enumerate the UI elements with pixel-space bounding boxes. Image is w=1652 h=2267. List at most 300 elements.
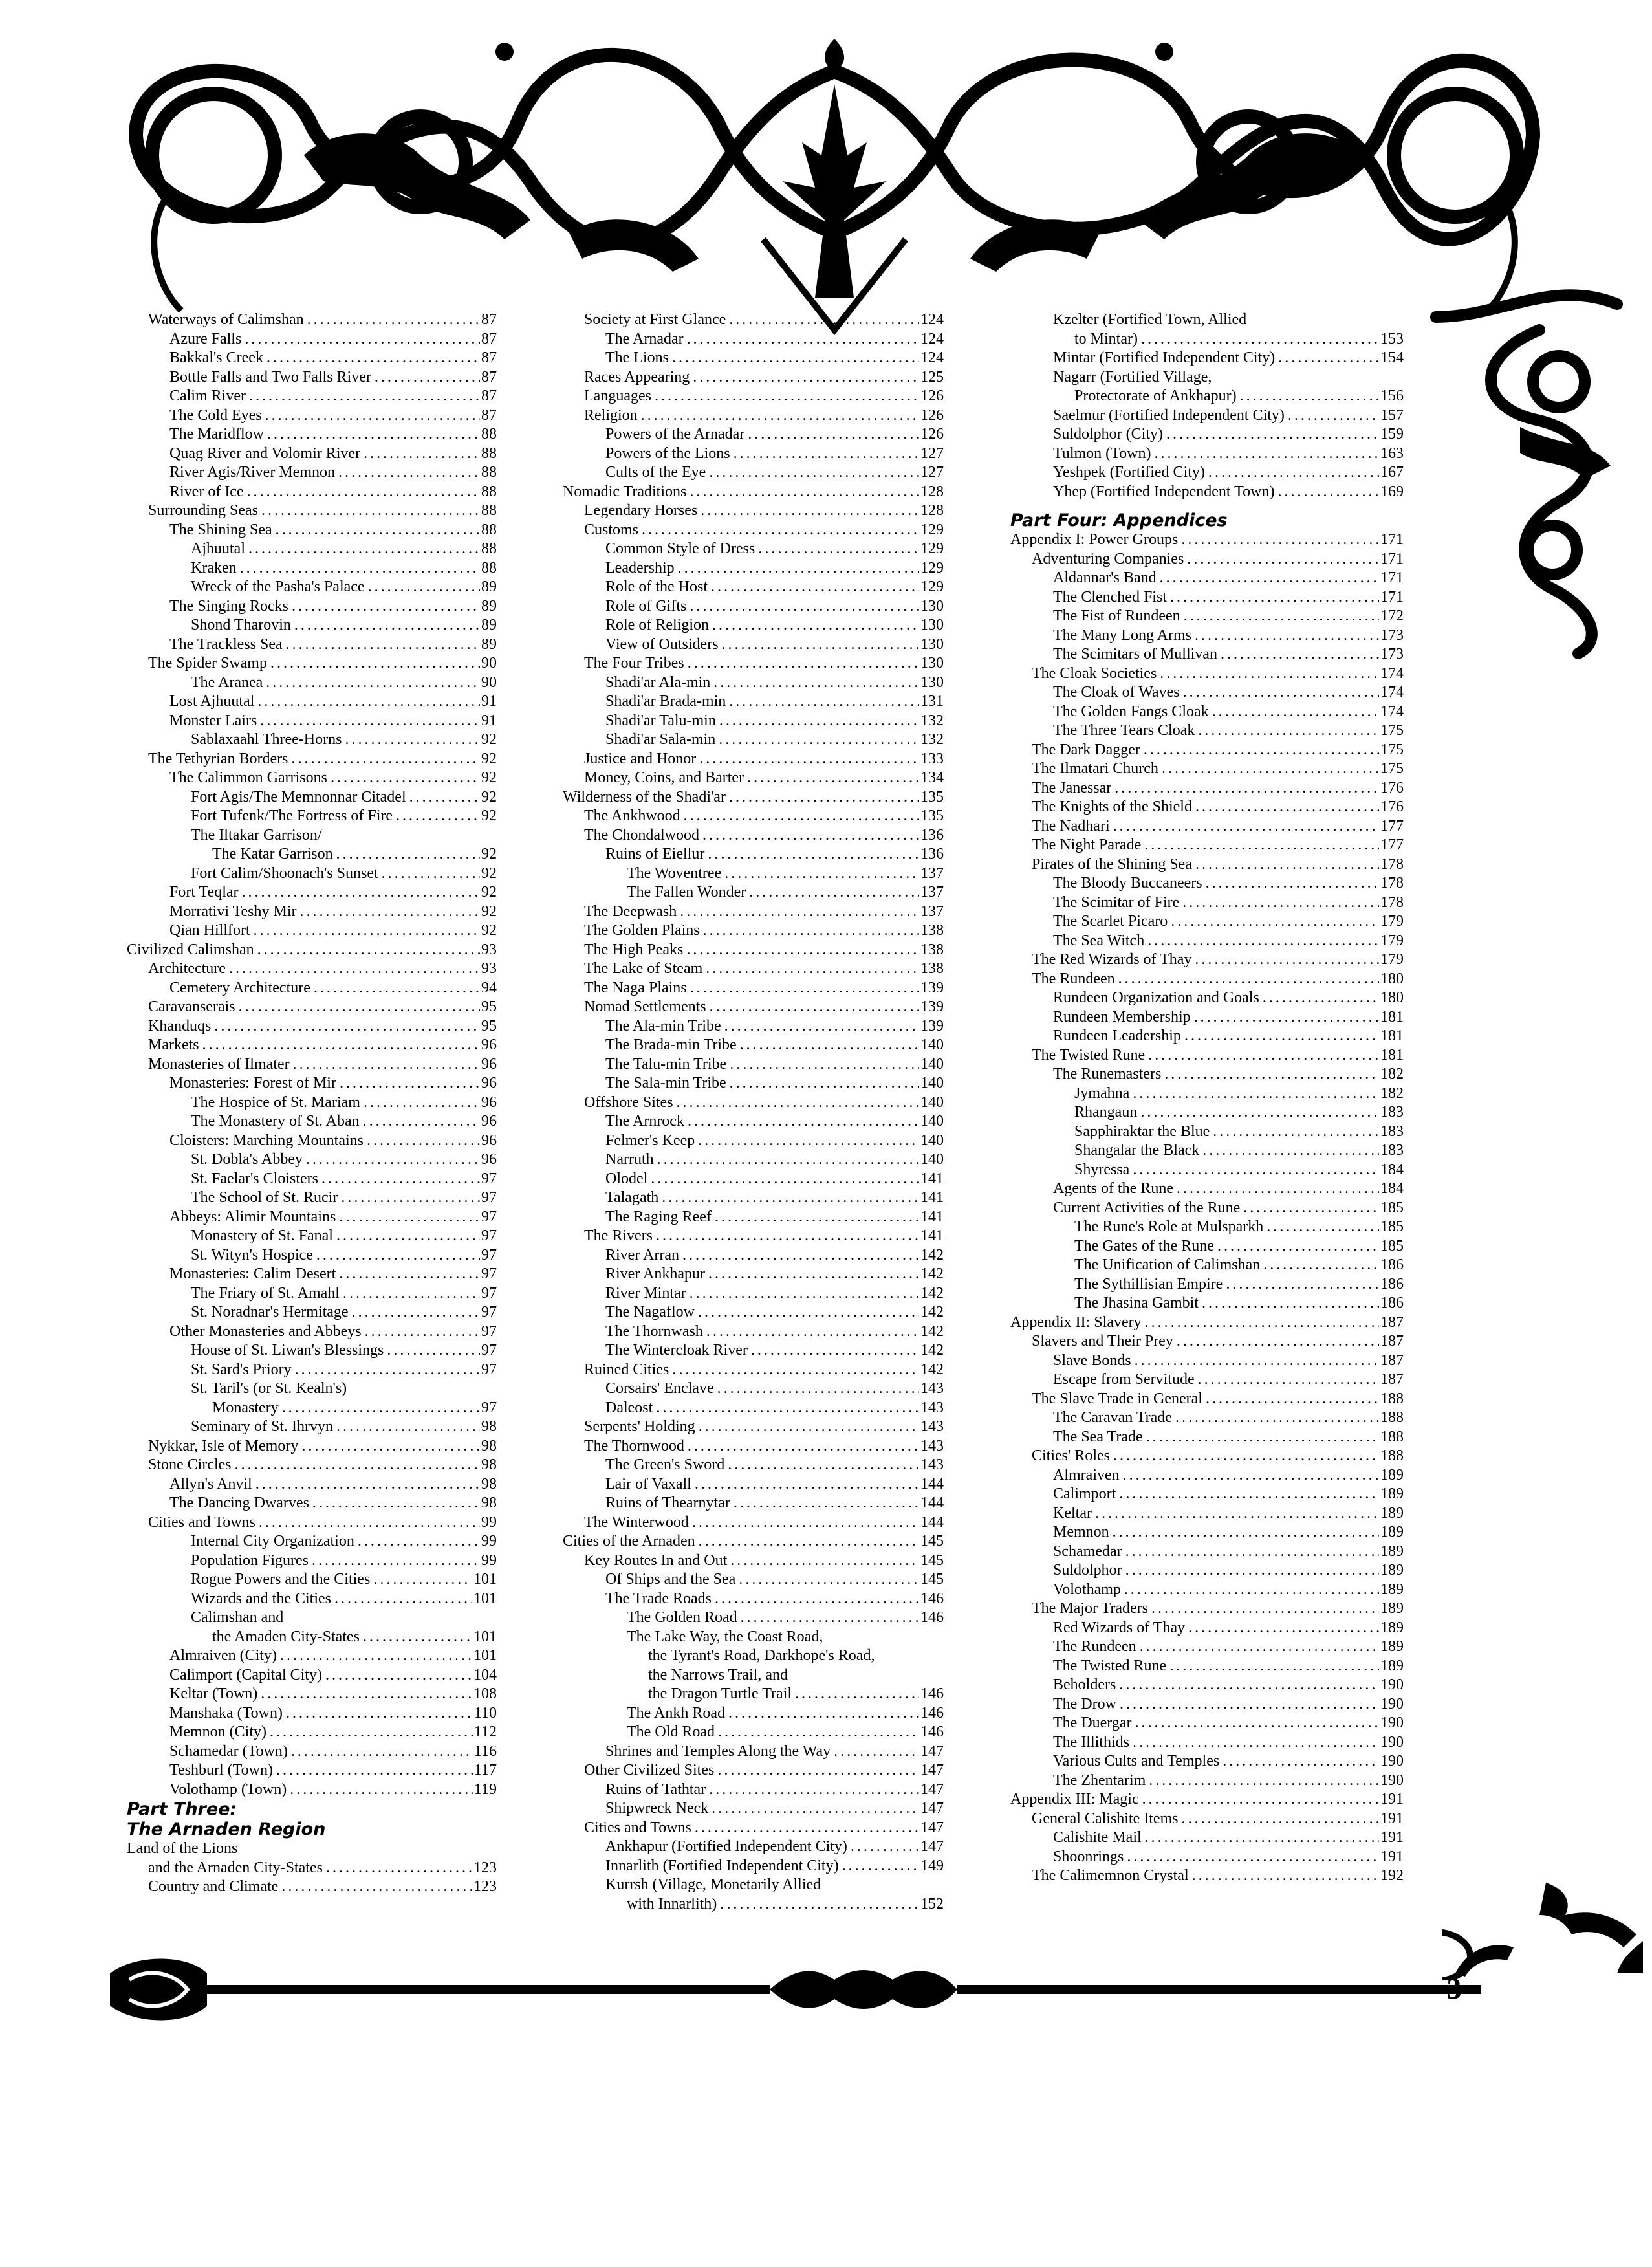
- toc-entry: [127, 998, 497, 1017]
- toc-entry-title: Slave Bonds . . .: [1010, 1352, 1404, 1371]
- toc-entry-title: The Talu-min Tribe . . .: [563, 1055, 944, 1075]
- toc-entry: [127, 674, 497, 693]
- toc-entry-page: 187: [1379, 1370, 1404, 1390]
- toc-entry-page: 140: [919, 1132, 944, 1151]
- toc-entry-title: to Mintar) . . .: [1010, 330, 1404, 349]
- toc-entry: [563, 1456, 944, 1475]
- toc-entry-page: 149: [919, 1857, 944, 1876]
- toc-entry: [563, 674, 944, 693]
- toc-entry-page: 99: [480, 1513, 497, 1533]
- toc-entry-title: Monasteries: Calim Desert . . .: [127, 1265, 497, 1284]
- toc-entry-title: The Trackless Sea . . .: [127, 635, 497, 655]
- toc-entry-title: Religion . . .: [563, 406, 944, 426]
- toc-entry-title: The Red Wizards of Thay . . .: [1010, 950, 1404, 970]
- toc-entry: [563, 597, 944, 617]
- toc-entry-page: 131: [919, 692, 944, 712]
- toc-entry-page: 90: [480, 674, 497, 693]
- toc-entry-page: 93: [480, 941, 497, 960]
- toc-entry: [127, 1418, 497, 1437]
- toc-entry-title: Appendix II: Slavery . . .: [1010, 1313, 1404, 1333]
- toc-entry: [1010, 817, 1404, 837]
- toc-entry-page: 188: [1379, 1447, 1404, 1466]
- toc-entry: [1010, 645, 1404, 664]
- toc-entry-page: 141: [919, 1188, 944, 1208]
- toc-entry: [563, 1093, 944, 1113]
- toc-entry: [563, 1876, 944, 1895]
- toc-entry: [127, 1532, 497, 1551]
- toc-entry-page: 171: [1379, 550, 1404, 569]
- toc-entry-page: 139: [919, 979, 944, 998]
- toc-entry-page: 129: [919, 559, 944, 578]
- toc-entry: [563, 1437, 944, 1456]
- toc-entry: [127, 1112, 497, 1132]
- toc-entry-title: Fort Tufenk/The Fortress of Fire . . .: [127, 807, 497, 826]
- toc-entry: [1010, 1542, 1404, 1562]
- toc-entry-title: The Naga Plains . . .: [563, 979, 944, 998]
- toc-entry-title: Ruins of Thearnytar . . .: [563, 1494, 944, 1513]
- toc-entry: [563, 1055, 944, 1075]
- toc-entry-page: 92: [480, 750, 497, 769]
- toc-entry-title: Other Civilized Sites . . .: [563, 1761, 944, 1780]
- toc-entry-title: The Dancing Dwarves . . .: [127, 1494, 497, 1513]
- toc-entry-title: Surrounding Seas . . .: [127, 501, 497, 521]
- toc-entry-title: The Trade Roads . . .: [563, 1590, 944, 1609]
- toc-entry-title: Markets . . .: [127, 1036, 497, 1055]
- toc-entry: [127, 311, 497, 330]
- toc-entry-title: The Cloak Societies . . .: [1010, 664, 1404, 684]
- toc-entry-title: Calimport . . .: [1010, 1485, 1404, 1504]
- toc-entry-page: 92: [480, 730, 497, 750]
- toc-entry-page: 147: [919, 1837, 944, 1857]
- toc-entry: [1010, 1179, 1404, 1199]
- toc-entry-page: 183: [1379, 1123, 1404, 1142]
- page-number: 3: [1446, 1972, 1462, 2005]
- toc-entry: [1010, 550, 1404, 569]
- toc-entry: [1010, 760, 1404, 779]
- toc-entry-title: Almraiven (City) . . .: [127, 1647, 497, 1666]
- toc-entry: [127, 1551, 497, 1571]
- toc-entry-page: 126: [919, 406, 944, 426]
- toc-entry: [127, 444, 497, 464]
- toc-entry-title: Aldannar's Band . . .: [1010, 569, 1404, 588]
- toc-entry-page: 185: [1379, 1218, 1404, 1237]
- toc-entry: [127, 1494, 497, 1513]
- toc-entry-page: 184: [1379, 1161, 1404, 1180]
- toc-entry: [563, 1799, 944, 1819]
- toc-entry-title: The Four Tribes . . .: [563, 654, 944, 674]
- toc-entry: [1010, 683, 1404, 703]
- toc-entry: [1010, 1046, 1404, 1066]
- toc-entry: [1010, 1428, 1404, 1447]
- toc-entry-title: The Knights of the Shield . . .: [1010, 798, 1404, 817]
- toc-entry: [127, 769, 497, 788]
- toc-entry: [563, 921, 944, 941]
- toc-entry-title: The Calimmon Garrisons . . .: [127, 769, 497, 788]
- toc-entry-page: 145: [919, 1570, 944, 1590]
- toc-entry-page: 126: [919, 387, 944, 406]
- toc-entry-title: the Amaden City-States . . .: [127, 1628, 497, 1647]
- toc-entry: [1010, 874, 1404, 893]
- toc-entry-page: 142: [919, 1284, 944, 1304]
- toc-entry-title: Waterways of Calimshan . . .: [127, 311, 497, 330]
- toc-entry-title: The Old Road . . .: [563, 1723, 944, 1742]
- toc-entry-page: 181: [1379, 1008, 1404, 1027]
- toc-entry: [563, 1551, 944, 1571]
- toc-entry: [1010, 1771, 1404, 1791]
- toc-entry: [563, 1685, 944, 1704]
- toc-entry: [127, 330, 497, 349]
- toc-entry-title: The Nadhari . . .: [1010, 817, 1404, 837]
- toc-entry: [563, 1742, 944, 1762]
- toc-entry-title: Abbeys: Alimir Mountains . . .: [127, 1208, 497, 1227]
- toc-entry-title: Country and Climate . . .: [127, 1878, 497, 1897]
- toc-entry-page: 97: [480, 1227, 497, 1246]
- toc-entry: [127, 1246, 497, 1265]
- toc-entry: [1010, 1294, 1404, 1313]
- toc-entry-title: The Ilmatari Church . . .: [1010, 760, 1404, 779]
- toc-entry-title: Qian Hillfort . . .: [127, 921, 497, 941]
- toc-entry-title: Kurrsh (Village, Monetarily Allied: [605, 1876, 821, 1893]
- toc-column-3: [1010, 311, 1404, 1886]
- toc-entry: [127, 1322, 497, 1342]
- toc-entry-page: 140: [919, 1112, 944, 1132]
- toc-entry: [1010, 1523, 1404, 1542]
- toc-entry-page: 186: [1379, 1256, 1404, 1275]
- toc-entry-title: Rogue Powers and the Cities . . .: [127, 1570, 497, 1590]
- toc-entry-title: The Winterwood . . .: [563, 1513, 944, 1533]
- toc-entry-title: Monastery . . .: [127, 1399, 497, 1418]
- toc-entry-title: Mintar (Fortified Independent City) . . .: [1010, 349, 1404, 368]
- toc-entry-page: 96: [480, 1093, 497, 1113]
- toc-entry: [127, 1570, 497, 1590]
- toc-entry-page: 144: [919, 1475, 944, 1495]
- toc-entry: [563, 1494, 944, 1513]
- toc-entry: [1010, 703, 1404, 722]
- toc-entry-title: The Rune's Role at Mulsparkh . . .: [1010, 1218, 1404, 1237]
- toc-entry-title: The Janessar . . .: [1010, 779, 1404, 798]
- toc-entry: [563, 1780, 944, 1800]
- toc-entry-title: The Singing Rocks . . .: [127, 597, 497, 617]
- toc-entry-title: Quag River and Volomir River . . .: [127, 444, 497, 464]
- toc-entry-title: Money, Coins, and Barter . . .: [563, 769, 944, 788]
- toc-entry-page: 96: [480, 1150, 497, 1170]
- toc-entry-title: Ankhapur (Fortified Independent City) . . .: [563, 1837, 944, 1857]
- toc-entry-title: River Mintar . . .: [563, 1284, 944, 1304]
- toc-entry-title: Kzelter (Fortified Town, Allied: [1053, 311, 1247, 328]
- toc-entry-title: and the Arnaden City-States . . .: [127, 1859, 497, 1878]
- toc-entry: [127, 1647, 497, 1666]
- toc-entry-title: Races Appearing . . .: [563, 368, 944, 388]
- part-heading: [127, 1799, 497, 1839]
- toc-entry-title: Monastery of St. Fanal . . .: [127, 1227, 497, 1246]
- toc-entry-page: 96: [480, 1074, 497, 1093]
- toc-entry-title: Key Routes In and Out . . .: [563, 1551, 944, 1571]
- toc-entry-page: 185: [1379, 1237, 1404, 1256]
- toc-entry: [127, 406, 497, 426]
- toc-entry-title: Cities and Towns . . .: [563, 1819, 944, 1838]
- toc-entry-page: 88: [480, 463, 497, 483]
- toc-entry: [1010, 406, 1404, 426]
- toc-entry-page: 124: [919, 349, 944, 368]
- toc-entry-title: Fort Agis/The Memnonnar Citadel . . .: [127, 788, 497, 807]
- toc-entry: [127, 425, 497, 444]
- toc-entry: [563, 1590, 944, 1609]
- toc-entry: [1010, 1256, 1404, 1275]
- toc-entry-page: 136: [919, 845, 944, 864]
- toc-entry: [563, 1265, 944, 1284]
- toc-entry-title: Innarlith (Fortified Independent City) . . .: [563, 1857, 944, 1876]
- toc-entry-page: 99: [480, 1532, 497, 1551]
- toc-entry: [127, 368, 497, 388]
- toc-entry-title: St. Noradnar's Hermitage . . .: [127, 1303, 497, 1322]
- toc-entry-title: River Ankhapur . . .: [563, 1265, 944, 1284]
- toc-entry-title: The Unification of Calimshan . . .: [1010, 1256, 1404, 1275]
- toc-entry-title: The Arnadar . . .: [563, 330, 944, 349]
- toc-entry-page: 134: [919, 769, 944, 788]
- toc-entry: [563, 712, 944, 731]
- toc-entry-title: The Sala-min Tribe . . .: [563, 1074, 944, 1093]
- toc-entry: [1010, 1103, 1404, 1123]
- toc-entry: [563, 979, 944, 998]
- toc-entry-page: 87: [480, 406, 497, 426]
- toc-entry: [1010, 1848, 1404, 1867]
- toc-entry: [127, 1074, 497, 1093]
- toc-entry: [127, 959, 497, 979]
- toc-entry: [127, 941, 497, 960]
- toc-entry-title: The Maridflow . . .: [127, 425, 497, 444]
- toc-entry-page: 87: [480, 387, 497, 406]
- toc-entry-page: 101: [472, 1570, 497, 1590]
- toc-entry-title: St. Taril's (or St. Kealn's): [191, 1380, 347, 1397]
- toc-entry: [127, 1227, 497, 1246]
- toc-entry: [1010, 588, 1404, 608]
- toc-entry-page: 128: [919, 501, 944, 521]
- toc-entry-page: 175: [1379, 741, 1404, 760]
- toc-entry-page: 171: [1379, 531, 1404, 550]
- toc-entry: [563, 1188, 944, 1208]
- toc-entry-page: 97: [480, 1208, 497, 1227]
- toc-entry-title: The Iltakar Garrison/: [191, 826, 322, 844]
- toc-entry: [563, 807, 944, 826]
- toc-entry: [1010, 741, 1404, 760]
- toc-entry-title: The Wintercloak River . . .: [563, 1341, 944, 1361]
- toc-entry: [1010, 1790, 1404, 1810]
- toc-entry: [563, 483, 944, 502]
- toc-entry-title: Manshaka (Town) . . .: [127, 1704, 497, 1724]
- toc-entry-title: Rundeen Membership . . .: [1010, 1008, 1404, 1027]
- toc-entry-page: 88: [480, 540, 497, 559]
- toc-entry: [1010, 779, 1404, 798]
- toc-entry: [1010, 664, 1404, 684]
- toc-entry-page: 190: [1379, 1752, 1404, 1771]
- toc-entry-page: 175: [1379, 721, 1404, 741]
- toc-entry-page: 190: [1379, 1771, 1404, 1791]
- toc-entry-page: 154: [1379, 349, 1404, 368]
- toc-entry-title: Role of the Host . . .: [563, 578, 944, 597]
- toc-entry-page: 92: [480, 883, 497, 903]
- toc-entry-page: 95: [480, 1017, 497, 1036]
- toc-entry: [1010, 1161, 1404, 1180]
- toc-entry: [563, 1017, 944, 1036]
- toc-entry-page: 97: [480, 1284, 497, 1304]
- toc-entry-title: Wilderness of the Shadi'ar . . .: [563, 788, 944, 807]
- toc-entry: [1010, 1141, 1404, 1161]
- toc-entry: [563, 1819, 944, 1838]
- toc-entry-page: 99: [480, 1551, 497, 1571]
- toc-entry: [563, 578, 944, 597]
- toc-entry: [1010, 1390, 1404, 1409]
- toc-entry-title: St. Faelar's Cloisters . . .: [127, 1170, 497, 1189]
- toc-entry-title: Red Wizards of Thay . . .: [1010, 1619, 1404, 1638]
- toc-entry-title: Yeshpek (Fortified City) . . .: [1010, 463, 1404, 483]
- toc-entry-page: 191: [1379, 1848, 1404, 1867]
- toc-entry-title: Fort Calim/Shoonach's Sunset . . .: [127, 864, 497, 884]
- toc-entry-page: 130: [919, 616, 944, 635]
- toc-entry-title: The Arnrock . . .: [563, 1112, 944, 1132]
- toc-entry-page: 87: [480, 330, 497, 349]
- toc-entry-page: 92: [480, 903, 497, 922]
- toc-entry-title: Schamedar . . .: [1010, 1542, 1404, 1562]
- toc-entry-title: Ruined Cities . . .: [563, 1361, 944, 1380]
- toc-entry-title: Suldolphor (City) . . .: [1010, 425, 1404, 444]
- toc-entry-title: Cities' Roles . . .: [1010, 1447, 1404, 1466]
- toc-entry: [1010, 970, 1404, 989]
- toc-entry: [563, 1379, 944, 1399]
- toc-entry: [127, 597, 497, 617]
- toc-entry: [127, 1036, 497, 1055]
- toc-entry-title: House of St. Liwan's Blessings . . .: [127, 1341, 497, 1361]
- toc-entry-page: 101: [472, 1628, 497, 1647]
- toc-entry-page: 116: [473, 1742, 497, 1762]
- toc-entry-title: Shoonrings . . .: [1010, 1848, 1404, 1867]
- toc-entry: [1010, 1008, 1404, 1027]
- toc-entry-title: The Fist of Rundeen . . .: [1010, 607, 1404, 626]
- toc-entry-page: 188: [1379, 1390, 1404, 1409]
- toc-entry-title: The Slave Trade in General . . .: [1010, 1390, 1404, 1409]
- toc-entry-title: Cities and Towns . . .: [127, 1513, 497, 1533]
- toc-entry-page: 183: [1379, 1141, 1404, 1161]
- toc-entry-title: Wreck of the Pasha's Palace . . .: [127, 578, 497, 597]
- toc-entry-title: Nomad Settlements . . .: [563, 998, 944, 1017]
- toc-entry: [563, 1666, 944, 1685]
- toc-entry-title: The Zhentarim . . .: [1010, 1771, 1404, 1791]
- toc-entry-page: 129: [919, 578, 944, 597]
- toc-entry-page: 136: [919, 826, 944, 846]
- toc-entry-title: Common Style of Dress . . .: [563, 540, 944, 559]
- page-number-ornament: [1442, 1876, 1643, 1980]
- toc-entry-page: 171: [1379, 569, 1404, 588]
- toc-entry-title: Beholders . . .: [1010, 1676, 1404, 1695]
- toc-entry: [127, 1150, 497, 1170]
- toc-entry: [563, 616, 944, 635]
- toc-entry: [563, 635, 944, 655]
- toc-entry-page: 88: [480, 501, 497, 521]
- toc-entry-page: 144: [919, 1513, 944, 1533]
- toc-entry-page: 92: [480, 807, 497, 826]
- toc-entry: [1010, 626, 1404, 646]
- toc-entry-title: Monasteries: Forest of Mir . . .: [127, 1074, 497, 1093]
- toc-entry-title: Caravanserais . . .: [127, 998, 497, 1017]
- toc-entry: [1010, 1447, 1404, 1466]
- toc-entry: [1010, 1867, 1404, 1886]
- toc-entry-title: Corsairs' Enclave . . .: [563, 1379, 944, 1399]
- toc-entry-title: The Thornwash . . .: [563, 1322, 944, 1342]
- toc-entry-page: 135: [919, 807, 944, 826]
- toc-entry-page: 92: [480, 921, 497, 941]
- toc-entry: [1010, 798, 1404, 817]
- toc-entry-title: The Sea Witch . . .: [1010, 932, 1404, 951]
- toc-entry: [127, 1704, 497, 1724]
- toc-entry-title: The Ankhwood . . .: [563, 807, 944, 826]
- toc-entry-page: 179: [1379, 912, 1404, 932]
- toc-entry-title: Felmer's Keep . . .: [563, 1132, 944, 1151]
- toc-entry-page: 188: [1379, 1408, 1404, 1428]
- toc-entry-page: 184: [1379, 1179, 1404, 1199]
- toc-entry-title: Justice and Honor . . .: [563, 750, 944, 769]
- toc-entry-page: 180: [1379, 970, 1404, 989]
- toc-entry-page: 178: [1379, 855, 1404, 875]
- toc-entry: [563, 1227, 944, 1246]
- toc-entry-page: 146: [919, 1590, 944, 1609]
- toc-entry-title: Rundeen Organization and Goals . . .: [1010, 989, 1404, 1008]
- toc-entry-title: Ruins of Tathtar . . .: [563, 1780, 944, 1800]
- toc-entry-title: Agents of the Rune . . .: [1010, 1179, 1404, 1199]
- toc-entry: [127, 903, 497, 922]
- toc-entry-page: 139: [919, 998, 944, 1017]
- toc-entry-page: 91: [480, 692, 497, 712]
- toc-entry: [1010, 1065, 1404, 1084]
- toc-entry-title: Adventuring Companies . . .: [1010, 550, 1404, 569]
- toc-entry-title: Powers of the Lions . . .: [563, 444, 944, 464]
- toc-entry-title: The Cold Eyes . . .: [127, 406, 497, 426]
- toc-entry-page: 138: [919, 921, 944, 941]
- toc-entry-title: Almraiven . . .: [1010, 1466, 1404, 1485]
- toc-entry-page: 189: [1379, 1599, 1404, 1619]
- toc-entry: [1010, 950, 1404, 970]
- toc-entry-title: Bottle Falls and Two Falls River . . .: [127, 368, 497, 388]
- toc-entry-title: Shadi'ar Ala-min . . .: [563, 674, 944, 693]
- toc-entry-title: The Gates of the Rune . . .: [1010, 1237, 1404, 1256]
- toc-entry-page: 189: [1379, 1504, 1404, 1524]
- toc-entry-page: 191: [1379, 1790, 1404, 1810]
- toc-entry-title: Jymahna . . .: [1010, 1084, 1404, 1104]
- toc-entry: [563, 387, 944, 406]
- toc-entry-page: 88: [480, 444, 497, 464]
- toc-entry-title: Narruth . . .: [563, 1150, 944, 1170]
- toc-entry-page: 173: [1379, 645, 1404, 664]
- toc-entry-page: 141: [919, 1227, 944, 1246]
- toc-entry: [1010, 1810, 1404, 1829]
- toc-entry-page: 125: [919, 368, 944, 388]
- toc-entry: [127, 883, 497, 903]
- toc-entry-title: Calimshan and: [191, 1609, 284, 1626]
- toc-entry: [127, 387, 497, 406]
- toc-entry: [563, 998, 944, 1017]
- toc-entry-page: 98: [480, 1418, 497, 1437]
- toc-entry: [127, 1399, 497, 1418]
- toc-entry: [1010, 349, 1404, 368]
- toc-entry-page: 174: [1379, 683, 1404, 703]
- toc-entry: [563, 1303, 944, 1322]
- toc-entry-page: 163: [1379, 444, 1404, 464]
- toc-entry-title: The Nagaflow . . .: [563, 1303, 944, 1322]
- toc-entry-title: Tulmon (Town) . . .: [1010, 444, 1404, 464]
- toc-entry-page: 137: [919, 903, 944, 922]
- toc-entry-title: The Woventree . . .: [563, 864, 944, 884]
- toc-entry-page: 181: [1379, 1027, 1404, 1046]
- toc-entry-title: The Bloody Buccaneers . . .: [1010, 874, 1404, 893]
- toc-entry-title: Role of Religion . . .: [563, 616, 944, 635]
